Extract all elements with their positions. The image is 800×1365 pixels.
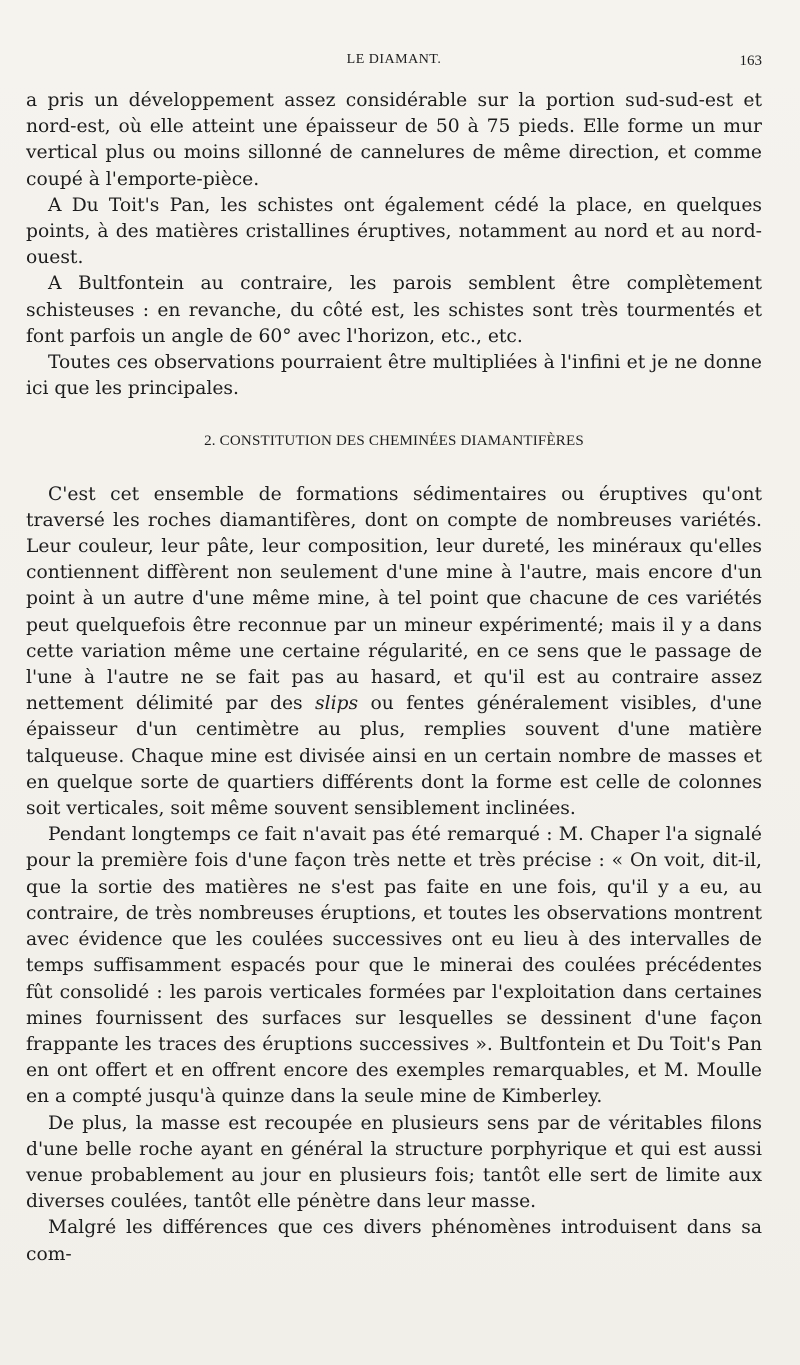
paragraph-text-after-slips: ou fentes généralement visibles, d'une épaisseur d'un centimètre au plus, remplies souvent d'une matière talqueuse. Chaque mine est divisée ainsi en un certain nombre de masses et en quelque sorte de quartiers différents dont la forme est celle de colonnes soit verticales, soit même souvent sensiblement inclinées. [26,693,762,820]
paragraph-chaper-quote: Pendant longtemps ce fait n'avait pas été remarqué : M. Chaper l'a signalé pour la première fois d'une façon très nette et très précise : « On voit, dit-il, que la sortie des matières ne s'est pas faite en une fois, qu'il y a eu, au contraire, de très nombreuses éruptions, et toutes les observations montrent avec évidence que les coulées successives ont eu lieu à des intervalles de temps suffisamment espacés pour que le minerai des coulées précédentes fût consolidé : les parois verticales formées par l'exploitation dans certaines mines fournissent des surfaces sur lesquelles se dessinent d'une façon frappante les traces des éruptions successives ». Bultfontein et Du Toit's Pan en ont offert et en offrent encore des exemples remarquables, et M. Moulle en a compté jusqu'à quinze dans la seule mine de Kimberley. [26,824,762,1108]
paragraph-cut-off: Malgré les différences que ces divers phénomènes introduisent dans sa com- [26,1217,762,1265]
paragraph-roches-diamantiferes [26,482,762,823]
paragraph-continuation: a pris un développement assez considérable sur la portion sud-sud-est et nord-est, où elle atteint une épaisseur de 50 à 75 pieds. Elle forme un mur vertical plus ou moins sillonné de cannelures de même direction, et comme coupé à l'emporte-pièce. [26,90,762,190]
paragraph-filons: De plus, la masse est recoupée en plusieurs sens par de véritables filons d'une belle roche ayant en général la structure porphyrique et qui est aussi venue probablement au jour en plusieurs fois; tantôt elle sert de limite aux diverses coulées, tantôt elle pénètre dans leur masse. [26,1112,762,1213]
section-heading: 2. CONSTITUTION DES CHEMINÉES DIAMANTIFÈRES [204,433,584,450]
body-text [26,88,762,1268]
paragraph-bultfontein: A Bultfontein au contraire, les parois semblent être complètement schisteuses : en revanche, du côté est, les schistes sont très tourmentés et font parfois un angle de 60° avec l'horizon, etc., etc. [26,273,762,347]
paragraph-observations: Toutes ces observations pourraient être multipliées à l'infini et je ne donne ici que les principales. [26,352,762,400]
page-header [26,52,762,76]
paragraph-text-before-slips: C'est cet ensemble de formations sédimentaires ou éruptives qu'ont traversé les roches diamantifères, dont on compte de nombreuses variétés. Leur couleur, leur pâte, leur composition, leur dureté, les minéraux qu'elles contiennent diffèrent non seulement d'une mine à l'autre, mais encore d'un point à un autre d'une même mine, à tel point que chacune de ces variétés peut quelquefois être reconnue par un mineur expérimenté; mais il y a dans cette variation même une certaine régularité, en ce sens que le passage de l'une à l'autre ne se fait pas au hasard, et qu'il est au contraire assez nettement délimité par des [26,483,762,715]
italic-slips: slips [315,693,359,715]
running-title: LE DIAMANT. [346,52,442,67]
paragraph-du-toits-pan: A Du Toit's Pan, les schistes ont également cédé la place, en quelques points, à des matières cristallines éruptives, notamment au nord et au nord-ouest. [26,194,762,269]
page-number: 163 [739,53,762,69]
